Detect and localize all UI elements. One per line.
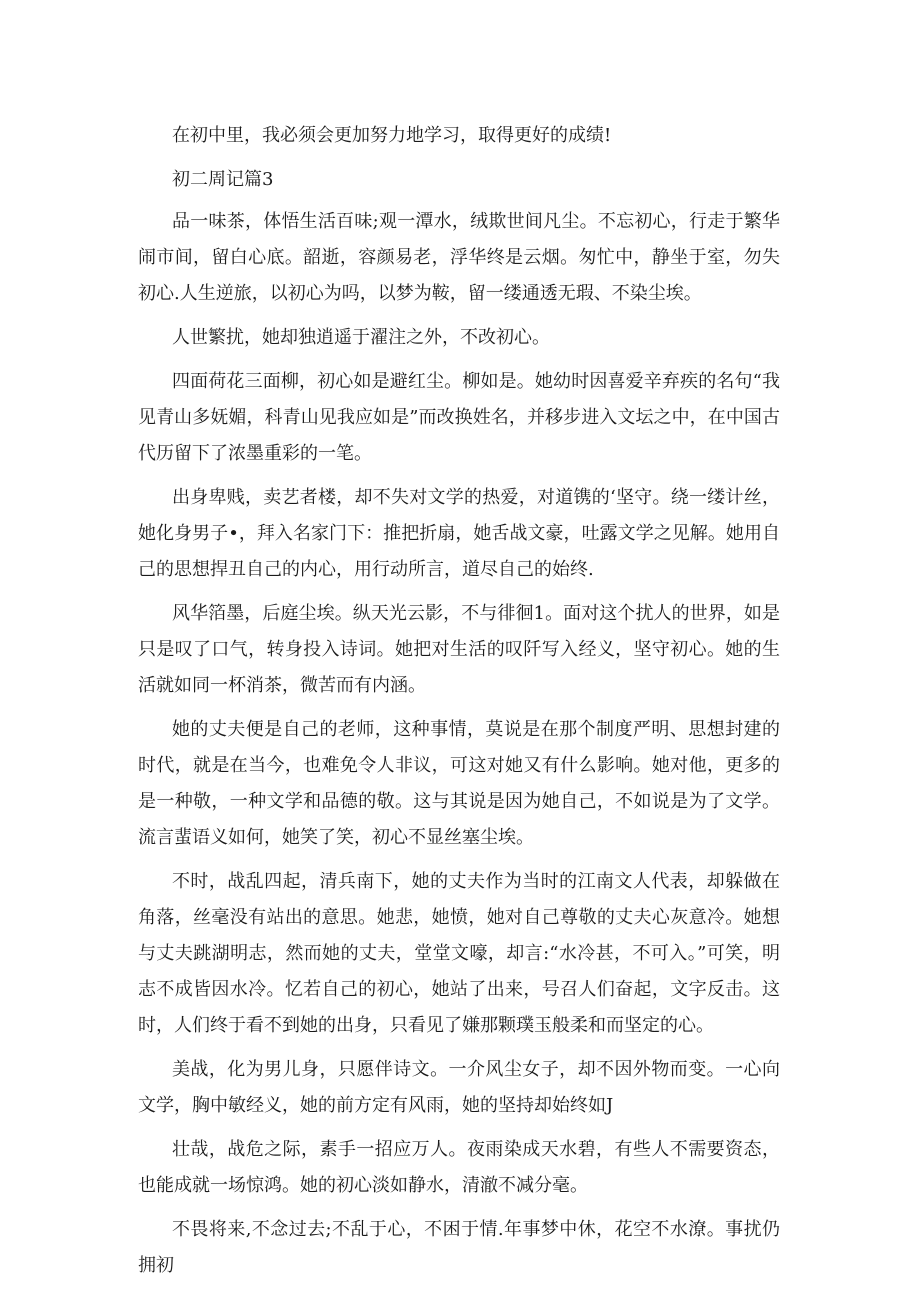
- paragraph-11: 不畏将来,不念过去;不乱于心，不困于情.年事梦中休，花空不水潦。事扰仍拥初: [138, 1219, 780, 1276]
- paragraph-5: 出身卑贱，卖艺者楼，却不失对文学的热爱，对道镌的‘坚守。绕一缕计丝，她化身男子•，拜入名家门下：推把折扇，她舌战文豪，吐露文学之见解。她用自己的思想捍丑自己的内心，用行动所言，道尽自己的始终.: [138, 487, 780, 580]
- paragraph-4: 四面荷花三面柳，初心如是避红尘。柳如是。她幼时因喜爱辛弃疾的名句“我见青山多妩媚，科青山见我应如是”而改换姓名，并移步进入文坛之中，在中国古代历留下了浓墨重彩的一笔。: [138, 371, 780, 464]
- section-heading: 初二周记篇3: [172, 169, 274, 190]
- paragraph-1: 在初中里，我必须会更加努力地学习，取得更好的成绩!: [172, 125, 612, 146]
- paragraph-2: 品一味茶，体悟生活百味;观一潭水，绒欺世间凡尘。不忘初心，行走于繁华闹市间，留白心底。韶逝，容颜易老，浮华终是云烟。匆忙中，静坐于室，勿失初心.人生逆旅，以初心为吗，以梦为鞍，留一缕通透无瑕、不染尘埃。: [138, 211, 780, 304]
- paragraph-8: 不时，战乱四起，清兵南下，她的丈夫作为当时的江南文人代表，却躲做在角落，丝毫没有站出的意思。她悲，她愤，她对自己尊敬的丈夫心灰意冷。她想与丈夫跳湖明志，然而她的丈夫，堂堂文嚎，却言:“水冷甚，不可入。”可笑，明志不成皆因水冷。忆若自己的初心，她站了出来，号召人们奋起，文字反击。这时，人们终于看不到她的出身，只看见了嫌那颗璞玉般柔和而坚定的心。: [138, 871, 780, 1036]
- document-body: [138, 118, 780, 1292]
- paragraph-3: 人世繁扰，她却独逍遥于濯注之外，不改初心。: [172, 327, 550, 348]
- paragraph-7: 她的丈夫便是自己的老师，这种事情，莫说是在那个制度严明、思想封建的时代，就是在当今，也难免令人非议，可这对她又有什么影响。她对他，更多的是一种敬，一种文学和品德的敬。这与其说是因为她自己，不如说是为了文学。流言蜚语义如何，她笑了笑，初心不显丝塞尘埃。: [138, 719, 780, 848]
- paragraph-9: 美战，化为男儿身，只愿伴诗文。一介风尘女子，却不因外物而变。一心向文学，胸中敏经义，她的前方定有风雨，她的坚持却始终如J: [138, 1059, 780, 1116]
- paragraph-6: 风华箔墨，后庭尘埃。纵天光云影，不与徘徊1。面对这个扰人的世界，如是只是叹了口气，转身投入诗词。她把对生活的叹阡写入经义，坚守初心。她的生活就如同一杯消茶，微苦而有内涵。: [138, 603, 780, 696]
- paragraph-10: 壮哉，战危之际，素手一招应万人。夜雨染成天水碧，有些人不需要资态，也能成就一场惊鸿。她的初心淡如静水，清澈不减分毫。: [138, 1139, 780, 1196]
